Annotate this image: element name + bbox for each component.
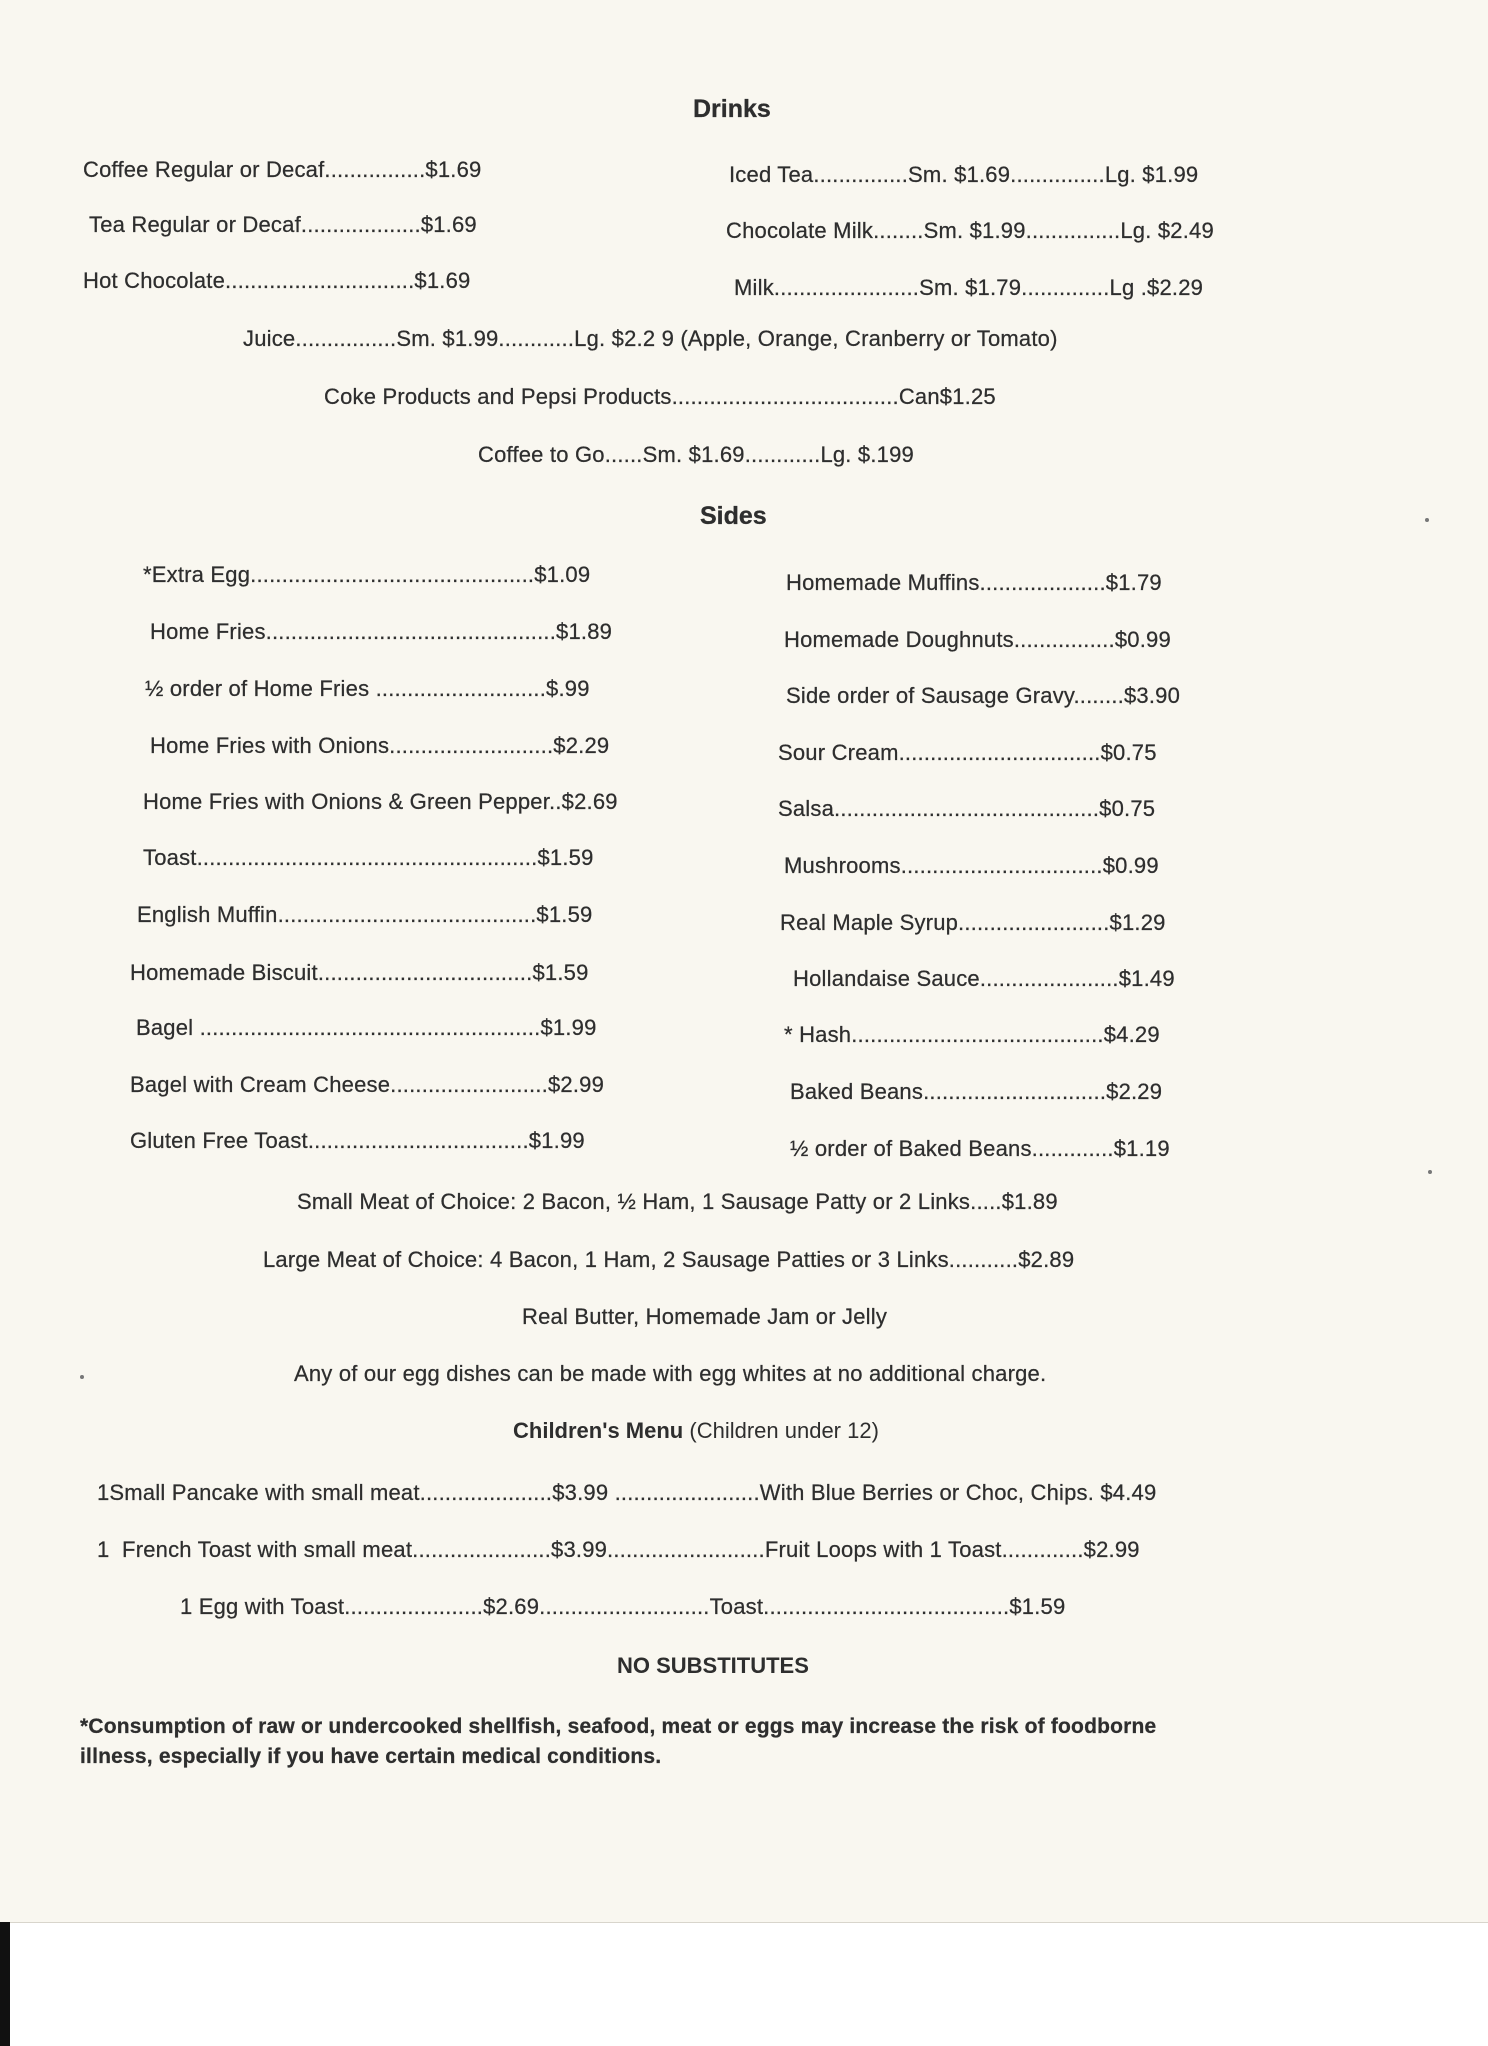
drink-item: Chocolate Milk........Sm. $1.99...............Lg. $2.49	[726, 218, 1214, 243]
scan-speck	[1425, 518, 1429, 522]
childrens-item: 1 French Toast with small meat......................$3.99.........................Fruit Loops with 1 Toast.............$2.99	[97, 1537, 1140, 1562]
childrens-item: 1Small Pancake with small meat.....................$3.99 .......................With Blue Berries or Choc, Chips. $4.49	[97, 1480, 1157, 1505]
side-item: Baked Beans.............................$2.29	[790, 1079, 1163, 1104]
scan-edge	[0, 1922, 10, 2046]
drink-item: Hot Chocolate..............................$1.69	[83, 268, 471, 293]
coffee-to-go-line: Coffee to Go......Sm. $1.69............Lg. $.199	[478, 442, 914, 467]
side-item: Home Fries with Onions & Green Pepper..$2.69	[143, 789, 618, 814]
side-item: ½ order of Baked Beans.............$1.19	[790, 1136, 1170, 1161]
egg-whites-note: Any of our egg dishes can be made with egg whites at no additional charge.	[294, 1361, 1047, 1386]
side-item: Homemade Doughnuts................$0.99	[784, 627, 1171, 652]
soda-line: Coke Products and Pepsi Products....................................Can$1.25	[324, 384, 996, 409]
side-item: English Muffin.........................................$1.59	[137, 902, 593, 927]
disclaimer-line-1: *Consumption of raw or undercooked shellfish, seafood, meat or eggs may increase the risk of foodborne	[80, 1715, 1157, 1738]
side-item: Home Fries..............................................$1.89	[150, 619, 613, 644]
scan-speck	[1428, 1170, 1432, 1174]
drink-item: Tea Regular or Decaf...................$1.69	[89, 212, 477, 237]
side-item: Bagel with Cream Cheese.........................$2.99	[130, 1072, 605, 1097]
side-item: Side order of Sausage Gravy........$3.90	[786, 683, 1181, 708]
side-item: Hollandaise Sauce......................$1.49	[793, 966, 1175, 991]
side-item: Toast......................................................$1.59	[143, 845, 594, 870]
side-item: * Hash........................................$4.29	[784, 1022, 1160, 1047]
scan-speck	[80, 1375, 84, 1379]
side-item: Home Fries with Onions..........................$2.29	[150, 733, 610, 758]
drink-item: Iced Tea...............Sm. $1.69...............Lg. $1.99	[729, 162, 1199, 187]
side-item: Bagel ......................................................$1.99	[136, 1015, 597, 1040]
drink-item: Coffee Regular or Decaf................$1.69	[83, 157, 482, 182]
side-item: Salsa..........................................$0.75	[778, 796, 1156, 821]
sides-heading: Sides	[700, 502, 767, 530]
side-item: Mushrooms................................$0.99	[784, 853, 1159, 878]
childrens-item: 1 Egg with Toast......................$2.69...........................Toast.......................................$1.59	[180, 1594, 1066, 1619]
side-item: Sour Cream................................$0.75	[778, 740, 1157, 765]
side-item: Gluten Free Toast...................................$1.99	[130, 1128, 585, 1153]
side-item: Real Maple Syrup........................$1.29	[780, 910, 1166, 935]
butter-line: Real Butter, Homemade Jam or Jelly	[522, 1304, 888, 1329]
juice-line: Juice................Sm. $1.99............Lg. $2.2 9 (Apple, Orange, Cranberry or Tomato)	[243, 326, 1058, 351]
childrens-menu-subtitle: (Children under 12)	[689, 1418, 879, 1443]
drinks-heading: Drinks	[693, 95, 771, 123]
no-substitutes-notice: NO SUBSTITUTES	[617, 1653, 809, 1678]
side-item: ½ order of Home Fries ...........................$.99	[145, 676, 590, 701]
drink-item: Milk.......................Sm. $1.79..............Lg .$2.29	[734, 275, 1204, 300]
side-item: Homemade Biscuit..................................$1.59	[130, 960, 589, 985]
disclaimer-line-2: illness, especially if you have certain medical conditions.	[80, 1745, 662, 1768]
large-meat-line: Large Meat of Choice: 4 Bacon, 1 Ham, 2 Sausage Patties or 3 Links...........$2.89	[263, 1247, 1075, 1272]
small-meat-line: Small Meat of Choice: 2 Bacon, ½ Ham, 1 Sausage Patty or 2 Links.....$1.89	[297, 1189, 1058, 1214]
side-item: *Extra Egg.............................................$1.09	[143, 562, 591, 587]
childrens-menu-heading	[513, 1418, 879, 1444]
side-item: Homemade Muffins....................$1.79	[786, 570, 1162, 595]
childrens-menu-title: Children's Menu	[513, 1418, 684, 1443]
